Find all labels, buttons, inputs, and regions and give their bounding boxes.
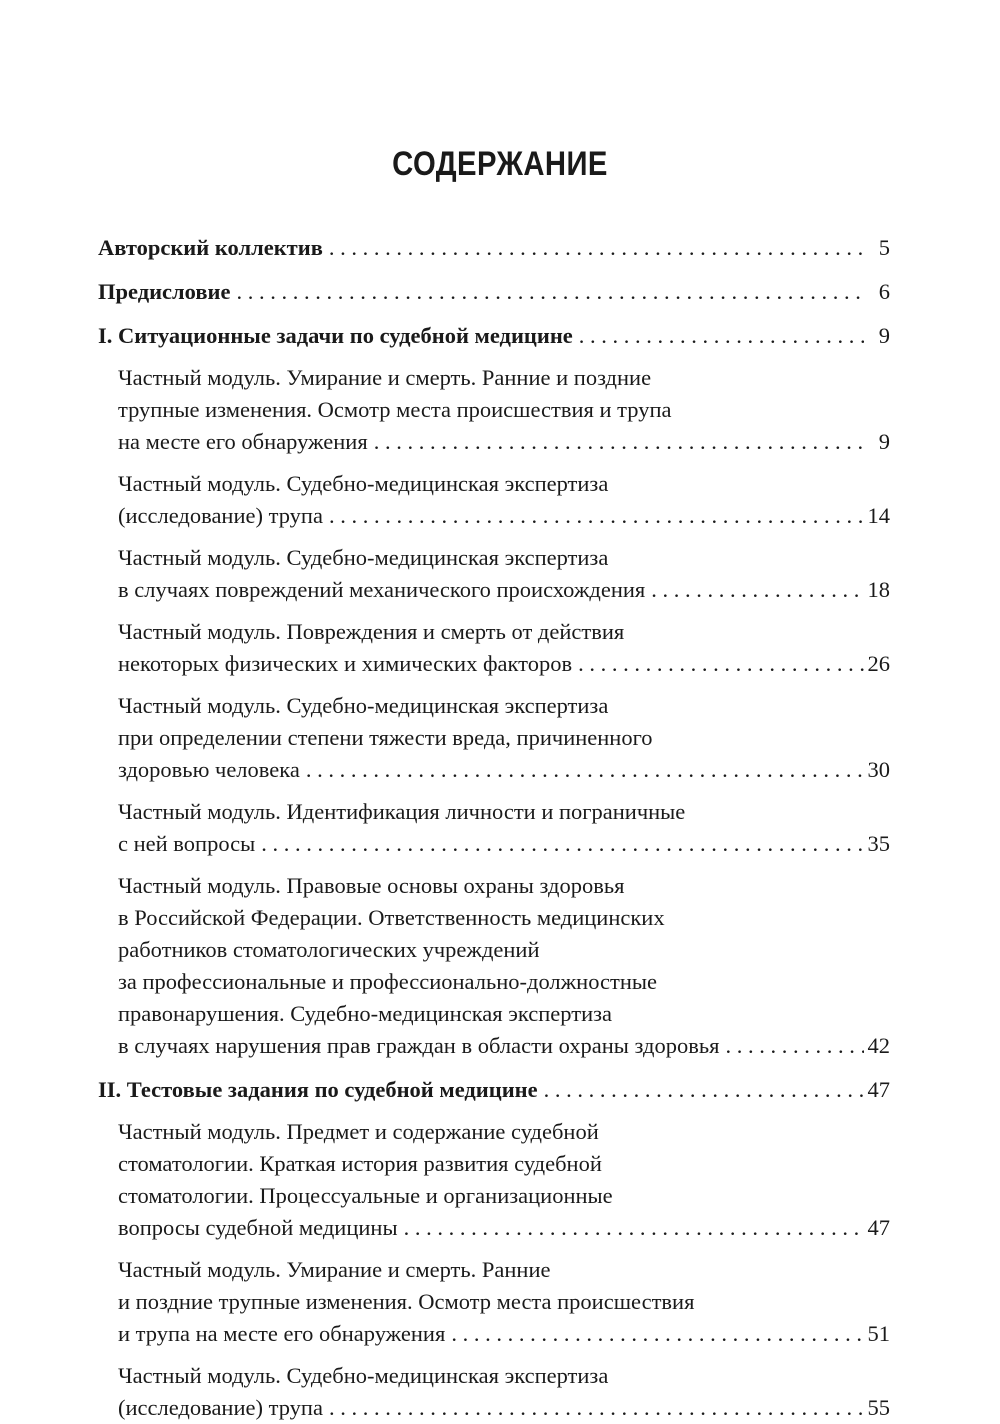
toc-entry-text: Частный модуль. Судебно-медицинская экспертиза (118, 471, 609, 496)
toc-entry-line (98, 320, 890, 352)
toc-entry-line (118, 426, 890, 458)
toc-page-number: 9 (878, 323, 890, 348)
toc-entry-text: I. Ситуационные задачи по судебной медицине (98, 323, 573, 348)
toc-page-number: 26 (867, 651, 890, 676)
toc-entry-text: Частный модуль. Повреждения и смерть от действия (118, 619, 625, 644)
toc-entry-line (118, 870, 890, 902)
toc-entry-text: и поздние трупные изменения. Осмотр места происшествия (118, 1289, 695, 1314)
toc-page-number: 9 (878, 429, 890, 454)
toc-entry-text: некоторых физических и химических факторов (118, 651, 573, 676)
toc-page-number: 47 (867, 1215, 890, 1240)
dot-leader (323, 232, 864, 264)
toc-entry-text: Авторский коллектив (98, 235, 323, 260)
toc-entry-line (118, 1180, 890, 1212)
toc-entry-text: II. Тестовые задания по судебной медицине (98, 1077, 538, 1102)
toc-entry-line (118, 616, 890, 648)
toc-page-number: 35 (867, 831, 890, 856)
toc-page-number: 5 (878, 235, 890, 260)
toc-entry-text: (исследование) трупа (118, 503, 323, 528)
toc-page-number: 51 (867, 1321, 890, 1346)
table-of-contents (98, 232, 890, 1424)
toc-entry-text: здоровью человека (118, 757, 300, 782)
toc-entry-text: и трупа на месте его обнаружения (118, 1321, 446, 1346)
toc-page-number: 55 (867, 1395, 890, 1420)
toc-entry-text: правонарушения. Судебно-медицинская экспертиза (118, 1001, 612, 1026)
toc-page-number: 30 (867, 757, 890, 782)
toc-entry-text: Частный модуль. Судебно-медицинская экспертиза (118, 545, 609, 570)
toc-subsection-entry (98, 796, 890, 860)
toc-entry-line (118, 722, 890, 754)
toc-entry-line (118, 902, 890, 934)
toc-entry-line (118, 1392, 890, 1424)
toc-entry-line (118, 966, 890, 998)
dot-leader (645, 574, 864, 606)
toc-entry-text: Частный модуль. Умирание и смерть. Ранние и поздние (118, 365, 652, 390)
toc-entry-line (118, 1212, 890, 1244)
toc-entry-text: при определении степени тяжести вреда, причиненного (118, 725, 653, 750)
toc-entry-text: Предисловие (98, 279, 231, 304)
toc-subsection-entry (98, 690, 890, 786)
toc-section-entry (98, 1074, 890, 1106)
toc-entry-line (118, 1148, 890, 1180)
toc-section-entry (98, 320, 890, 352)
dot-leader (398, 1212, 864, 1244)
dot-leader (255, 828, 864, 860)
toc-entry-line (118, 394, 890, 426)
dot-leader (719, 1030, 864, 1062)
toc-entry-text: Частный модуль. Правовые основы охраны здоровья (118, 873, 625, 898)
toc-entry-line (118, 1286, 890, 1318)
toc-entry-text: с ней вопросы (118, 831, 256, 856)
toc-entry-text: трупные изменения. Осмотр места происшествия и трупа (118, 397, 672, 422)
toc-entry-line (118, 1318, 890, 1350)
toc-entry-line (118, 828, 890, 860)
toc-entry-text: стоматологии. Процессуальные и организационные (118, 1183, 613, 1208)
toc-entry-line (118, 690, 890, 722)
toc-entry-line (98, 276, 890, 308)
toc-page-number: 42 (867, 1033, 890, 1058)
toc-entry-text: работников стоматологических учреждений (118, 937, 540, 962)
toc-entry-line (118, 468, 890, 500)
toc-entry-text: Частный модуль. Умирание и смерть. Ранние (118, 1257, 551, 1282)
toc-entry-line (118, 648, 890, 680)
toc-entry-text: в Российской Федерации. Ответственность медицинских (118, 905, 665, 930)
toc-entry-line (118, 574, 890, 606)
dot-leader (323, 500, 864, 532)
toc-subsection-entry (98, 468, 890, 532)
toc-subsection-entry (98, 616, 890, 680)
toc-entry-text: стоматологии. Краткая история развития судебной (118, 1151, 602, 1176)
toc-entry-text: Частный модуль. Предмет и содержание судебной (118, 1119, 599, 1144)
toc-subsection-entry (98, 542, 890, 606)
toc-subsection-entry (98, 362, 890, 458)
toc-entry-line (118, 542, 890, 574)
toc-entry-text: Частный модуль. Судебно-медицинская экспертиза (118, 1363, 609, 1388)
toc-entry-line (118, 934, 890, 966)
toc-subsection-entry (98, 1116, 890, 1244)
toc-entry-line (118, 362, 890, 394)
toc-entry-line (118, 1030, 890, 1062)
dot-leader (230, 276, 864, 308)
toc-entry-text: в случаях нарушения прав граждан в области охраны здоровья (118, 1033, 720, 1058)
toc-page-number: 18 (867, 577, 890, 602)
toc-entry-line (98, 232, 890, 264)
toc-entry-text: Частный модуль. Идентификация личности и пограничные (118, 799, 686, 824)
toc-entry-line (118, 1254, 890, 1286)
toc-entry-text: Частный модуль. Судебно-медицинская экспертиза (118, 693, 609, 718)
toc-section-entry (98, 276, 890, 308)
dot-leader (572, 648, 864, 680)
dot-leader (573, 320, 864, 352)
dot-leader (323, 1392, 864, 1424)
toc-entry-line (118, 500, 890, 532)
toc-subsection-entry (98, 1254, 890, 1350)
toc-entry-line (118, 1116, 890, 1148)
page-title: СОДЕРЖАНИЕ (392, 145, 608, 183)
toc-entry-line (118, 754, 890, 786)
toc-page-number: 14 (867, 503, 890, 528)
dot-leader (538, 1074, 864, 1106)
toc-entry-text: вопросы судебной медицины (118, 1215, 398, 1240)
toc-entry-text: на месте его обнаружения (118, 429, 368, 454)
dot-leader (368, 426, 864, 458)
toc-entry-text: за профессиональные и профессионально-должностные (118, 969, 658, 994)
toc-entry-text: в случаях повреждений механического происхождения (118, 577, 646, 602)
dot-leader (300, 754, 864, 786)
toc-page-number: 47 (867, 1077, 890, 1102)
toc-page-number: 6 (878, 279, 890, 304)
toc-subsection-entry (98, 870, 890, 1062)
toc-entry-line (98, 1074, 890, 1106)
toc-entry-line (118, 796, 890, 828)
dot-leader (445, 1318, 864, 1350)
toc-entry-line (118, 1360, 890, 1392)
toc-subsection-entry (98, 1360, 890, 1424)
toc-entry-text: (исследование) трупа (118, 1395, 323, 1420)
toc-section-entry (98, 232, 890, 264)
toc-entry-line (118, 998, 890, 1030)
